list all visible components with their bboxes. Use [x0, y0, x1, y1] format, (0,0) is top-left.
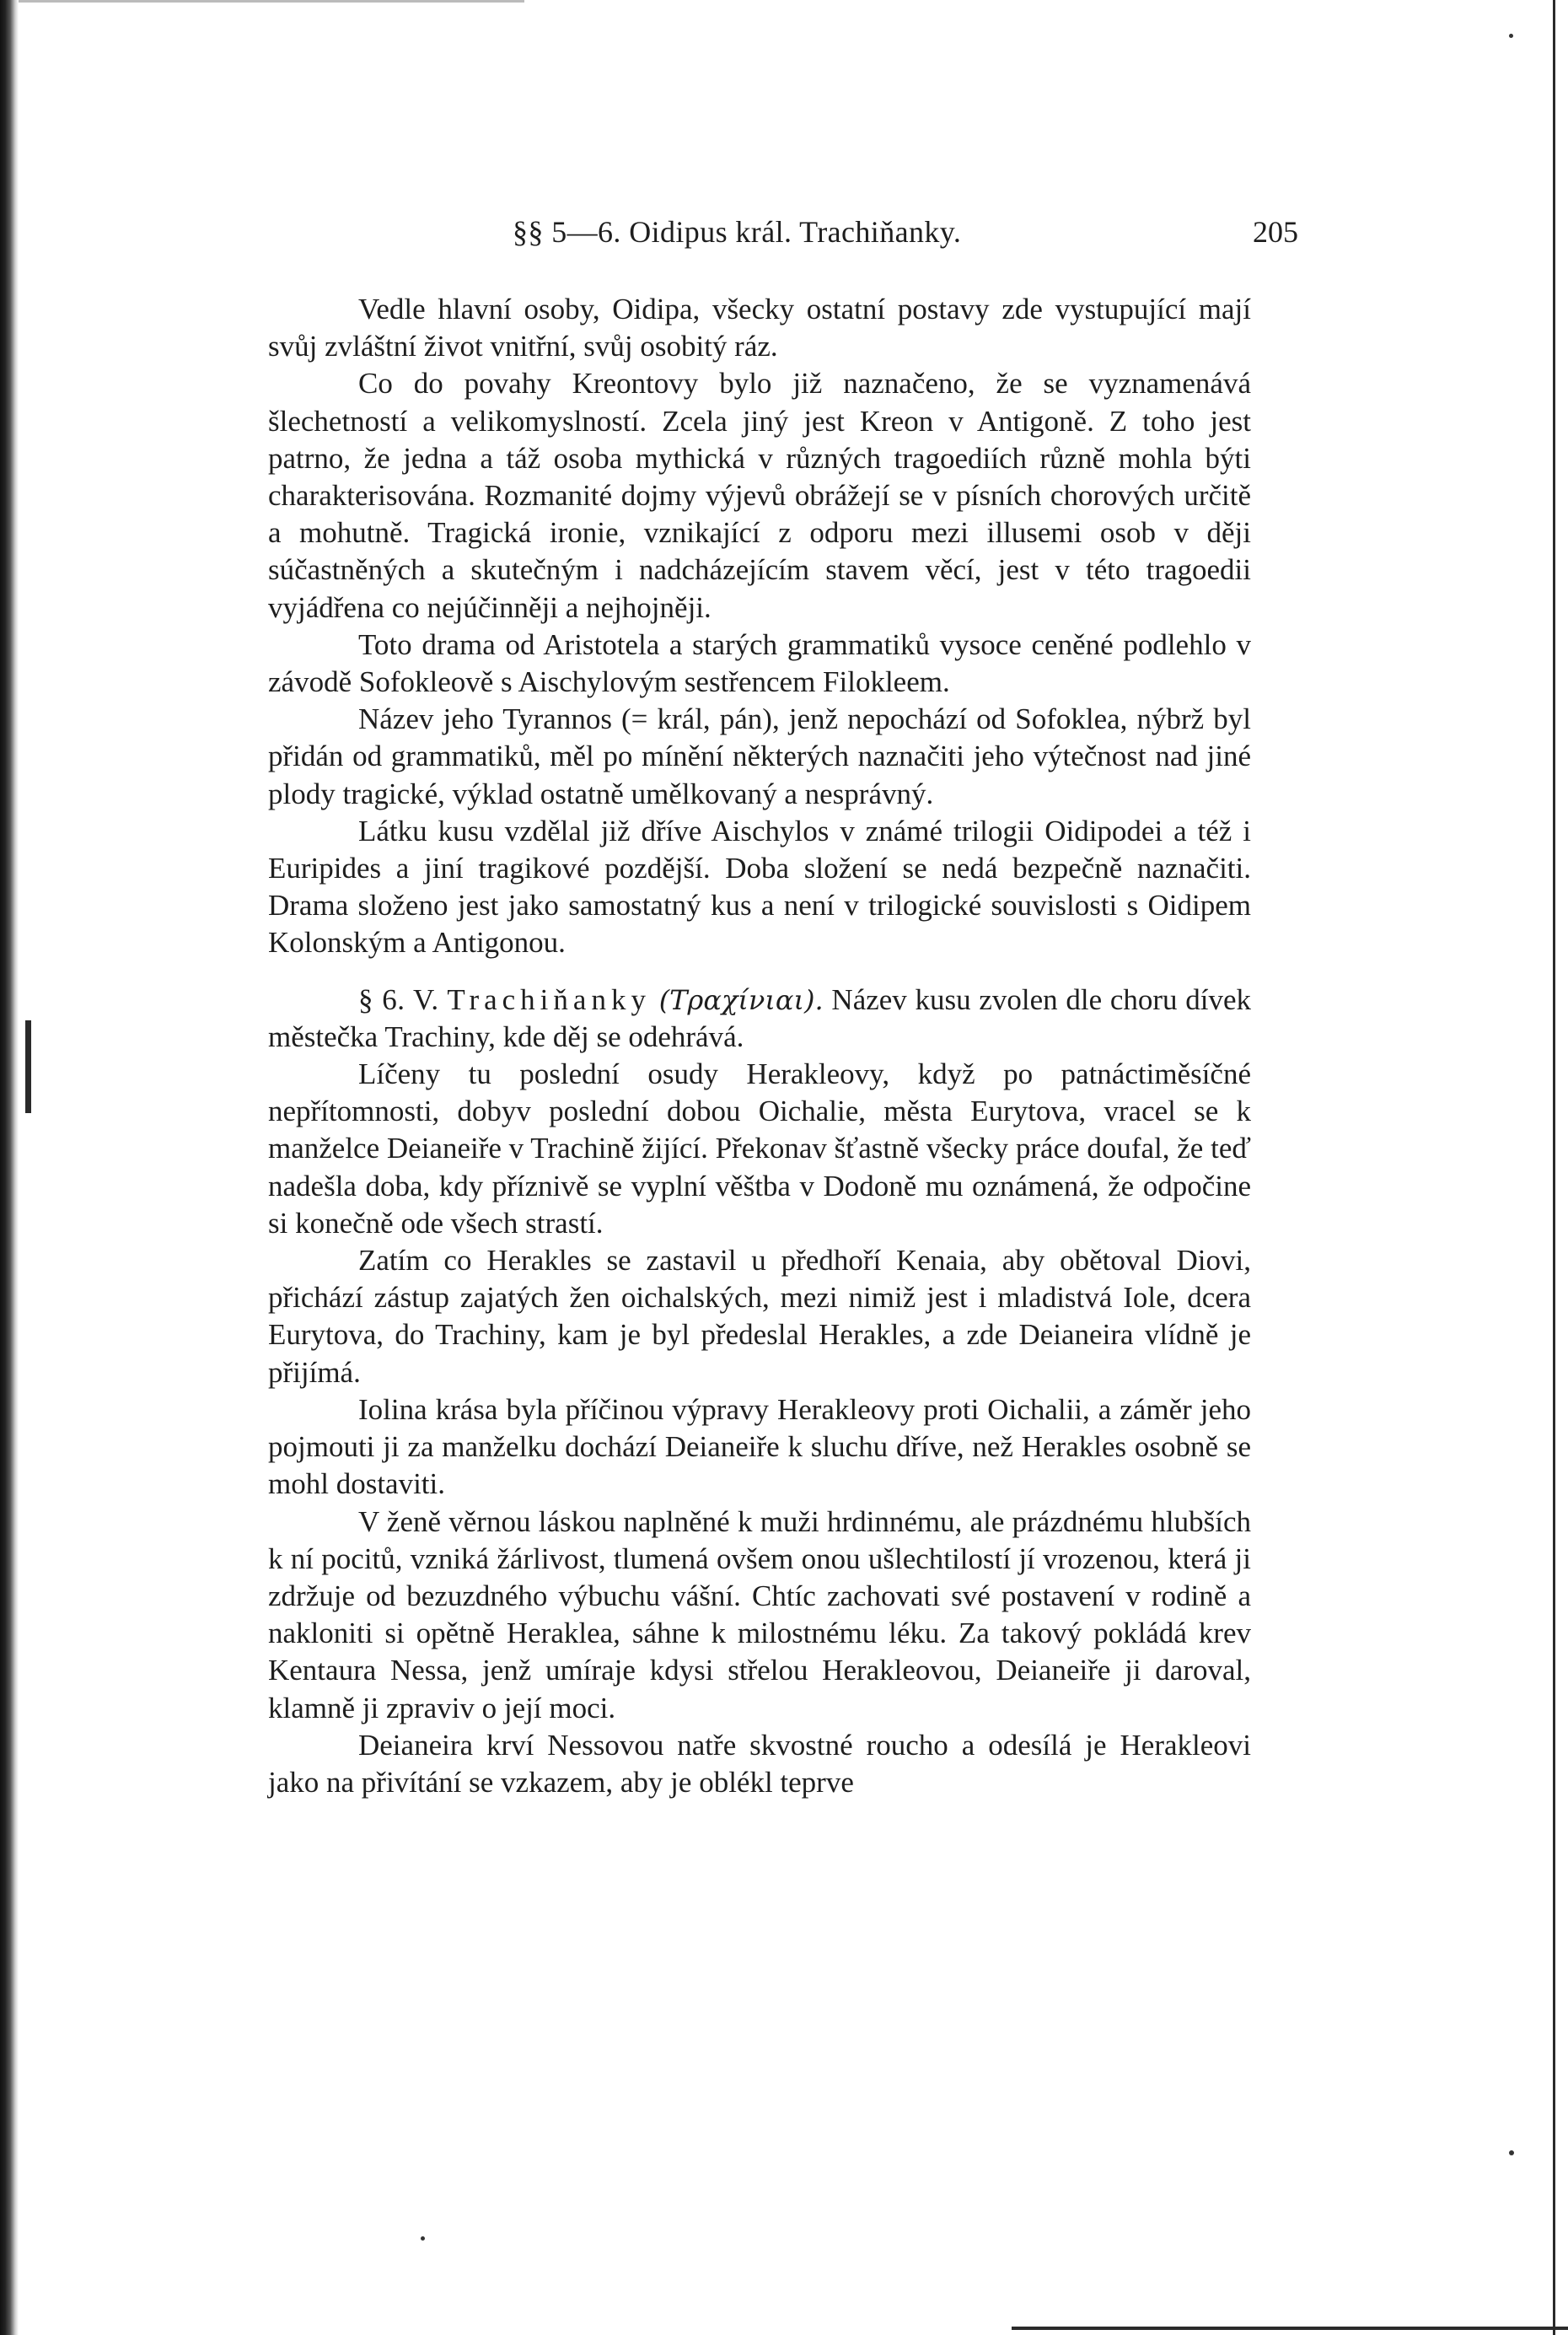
running-header: [268, 206, 1298, 253]
paragraph: Iolina krása byla příčinou výpravy Herakleovy proti Oichalii, a záměr jeho pojmouti ji za manželku dochází Deianeiře k sluchu dříve, než Herakles osobně se mohl dostaviti.: [268, 1392, 1251, 1501]
scan-frame-bottom-edge: [1012, 2327, 1568, 2330]
paragraph: Deianeira krví Nessovou natře skvostné roucho a odesílá je Herakleovi jako na přivítání se vzkazem, aby je oblékl teprve: [268, 1728, 1251, 1799]
paragraph: Látku kusu vzdělal již dříve Aischylos v známé trilogii Oidipodei a též i Euripides a jiní tragikové pozdější. Doba složení se nedá bezpečně naznačiti. Drama složeno jest jako samostatný kus a není v trilogické souvislosti s Oidipem Kolonským a Antigonou.: [268, 814, 1251, 960]
paragraph: Vedle hlavní osoby, Oidipa, všecky ostatní postavy zde vystupující mají svůj zvláštní život vnitřní, svůj osobitý ráz.: [268, 293, 1251, 363]
paragraph: Toto drama od Aristotela a starých grammatiků vysoce ceněné podlehlo v závodě Sofokleově s Aischylovým sestřencem Filokleem.: [268, 627, 1251, 699]
running-title: §§ 5—6. Oidipus král. Trachiňanky.: [513, 215, 962, 249]
paragraph: Líčeny tu poslední osudy Herakleovy, když po patnáctiměsíčné nepřítomnosti, dobyv poslední dobou Oichalie, města Eurytova, vracel se k manželce Deianeiře v Trachině žijící. Překonav šťastně všecky práce doufal, že teď nadešla doba, kdy příznivě se vyplní věštba v Dodoně mu oznámená, že odpočine si konečně ode všech strastí.: [268, 1057, 1251, 1240]
section-title: Trachiňanky: [447, 982, 651, 1016]
scan-frame-right-edge: [1553, 0, 1555, 2335]
page-number: 205: [1253, 215, 1298, 249]
paragraph: V ženě věrnou láskou naplněné k muži hrdinnému, ale prázdnému hlubších k ní pocitů, vzniká žárlivost, tlumená ovšem onou ušlechtilostí jí vrozenou, která ji zdržuje od bezuzdného výbuchu vášní. Chtíc zachovati své postavení v rodině a nakloniti si opětně Heraklea, sáhne k milostnému léku. Za takový pokládá krev Kentaura Nessa, jenž umíraje kdysi střelou Herakleovou, Deianeiře ji daroval, klamně ji zpraviv o její moci.: [268, 1504, 1251, 1724]
paragraph: Zatím co Herakles se zastavil u předhoří Kenaia, aby obětoval Diovi, přichází zástup zajatých žen oichalských, mezi nimiž jest i mladistvá Iole, dcera Eurytova, do Trachiny, kam je byl předeslal Herakles, a zde Deianeira vlídně je přijímá.: [268, 1244, 1251, 1389]
scan-speck: [421, 2236, 425, 2241]
section-number: § 6. V.: [358, 982, 439, 1016]
paragraph: Co do povahy Kreontovy bylo již naznačeno, že se vyznamenává šlechetností a velikomyslností. Zcela jiný jest Kreon v Antigoně. Z toho jest patrno, že jedna a táž osoba mythická v různých tragoediích různě mohla býti charakterisována. Rozmanité dojmy výjevů obrážejí se v písních chorových určitě a mohutně. Tragická ironie, vznikající z odporu mezi illusemi osob v ději súčastněných a skutečným i nadcházejícím stavem věcí, jest v této tragoedii vyjádřena co nejúčinněji a nejhojněji.: [268, 367, 1251, 624]
scan-speck: [1509, 34, 1513, 38]
body-text: [268, 291, 1251, 1801]
section-intro-text: Název kusu zvolen dle choru dívek městečka Trachiny, kde děj se odehrává.: [268, 982, 1252, 1053]
paragraph: Název jeho Tyrannos (= král, pán), jenž nepochází od Sofoklea, nýbrž byl přidán od grammatiků, měl po mínění některých naznačiti jeho výtečnost nad jiné plody tragické, výklad ostatně umělkovaný a nesprávný.: [268, 702, 1251, 810]
section-greek-title: (Τραχίνιαι).: [658, 983, 824, 1016]
scan-speck: [1509, 2150, 1514, 2155]
section-heading-paragraph: [268, 982, 1251, 1056]
